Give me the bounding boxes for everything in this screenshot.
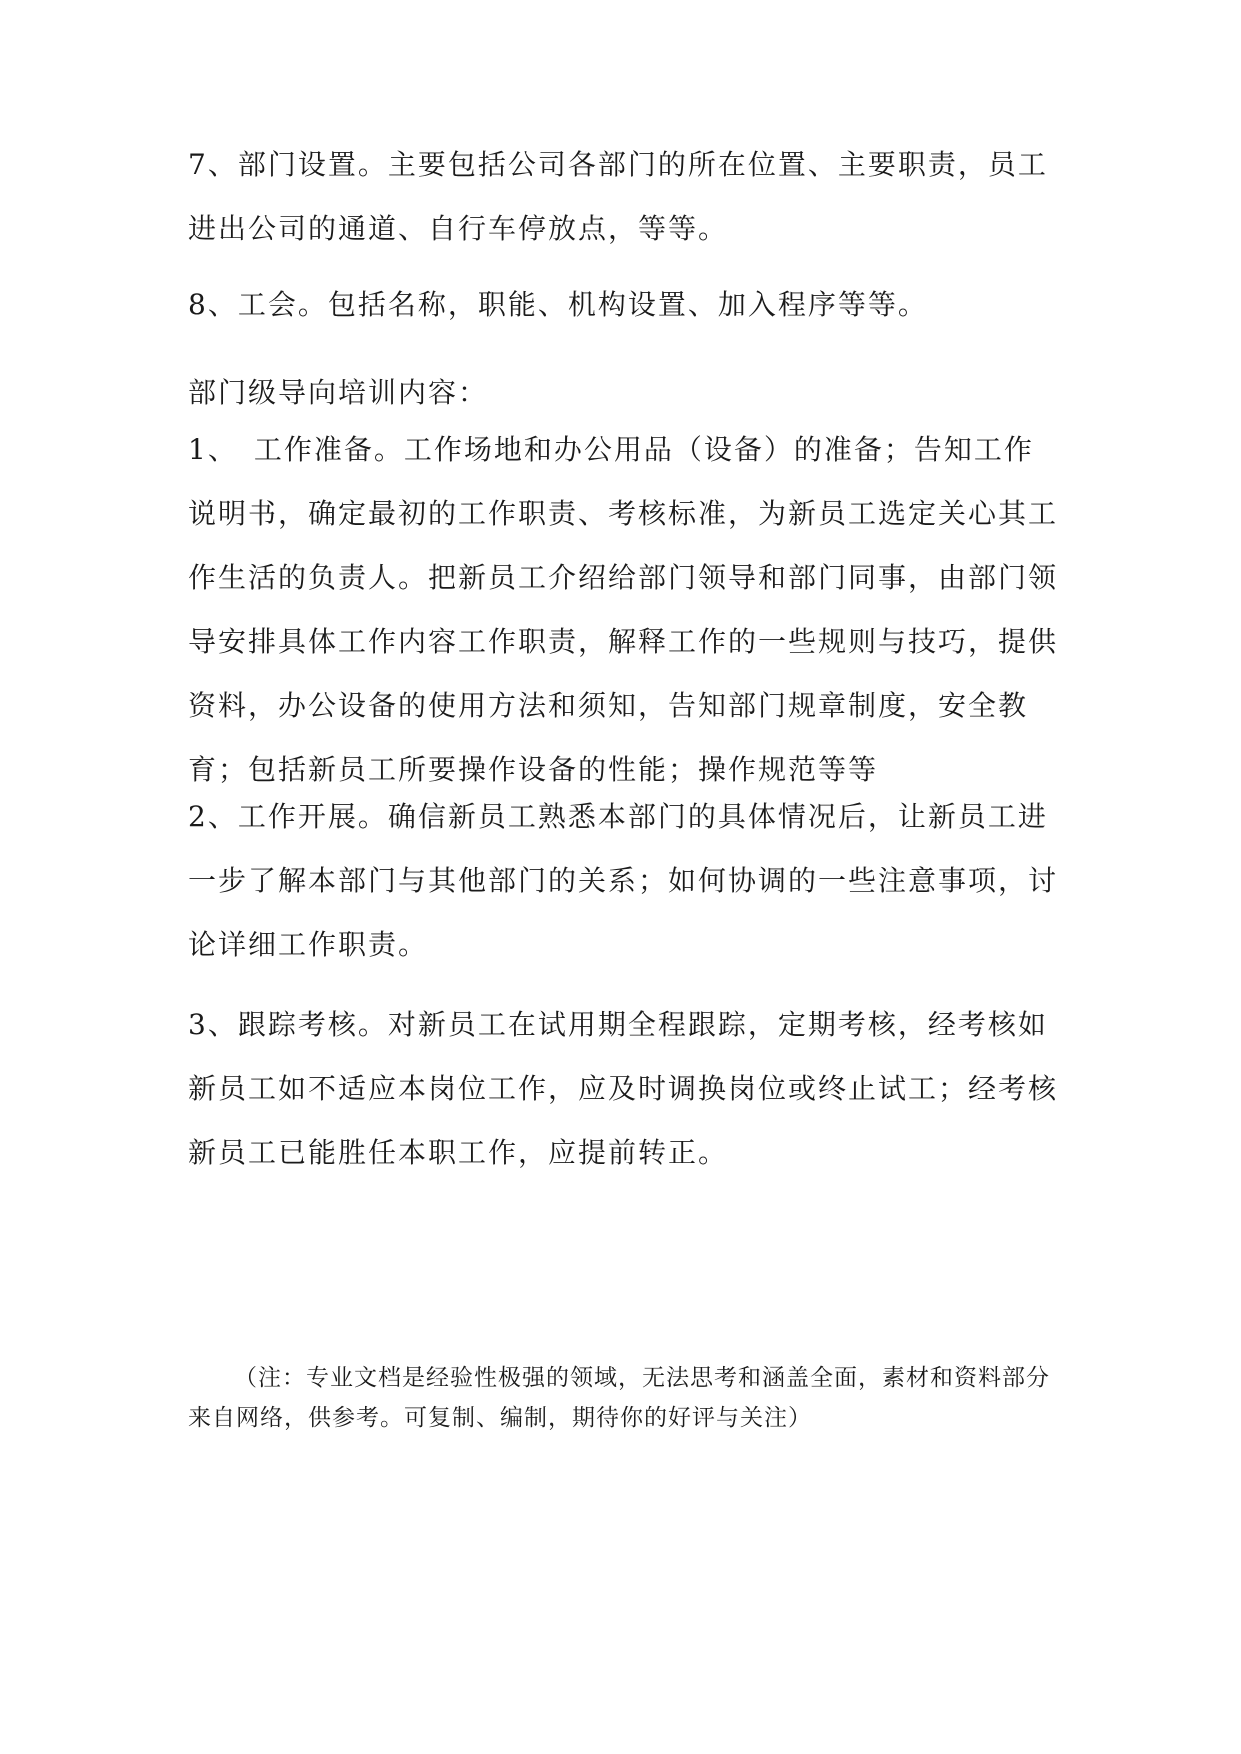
paragraph-work-preparation: 1、 工作准备。工作场地和办公用品（设备）的准备；告知工作说明书，确定最初的工作职责、考核标准，为新员工选定关心其工作生活的负责人。把新员工介绍给部门领导和部门同事，由部门领导安排具体工作内容工作职责，解释工作的一些规则与技巧，提供资料，办公设备的使用方法和须知，告知部门规章制度，安全教育；包括新员工所要操作设备的性能；操作规范等等 bbox=[188, 433, 1059, 786]
footnote: （注：专业文档是经验性极强的领域，无法思考和涵盖全面，素材和资料部分来自网络，供参考。可复制、编制，期待你的好评与关注） bbox=[188, 1365, 1050, 1431]
paragraph-tracking-assessment: 3、跟踪考核。对新员工在试用期全程跟踪，定期考核，经考核如新员工如不适应本岗位工作，应及时调换岗位或终止试工；经考核新员工已能胜任本职工作，应提前转正。 bbox=[188, 1008, 1059, 1169]
paragraph-department-setup: 7、部门设置。主要包括公司各部门的所在位置、主要职责，员工进出公司的通道、自行车停放点，等等。 bbox=[188, 148, 1048, 245]
paragraph-labor-union: 8、工会。包括名称，职能、机构设置、加入程序等等。 bbox=[188, 288, 928, 321]
section-heading-department-training: 部门级导向培训内容： bbox=[188, 376, 489, 409]
paragraph-work-commencement: 2、工作开展。确信新员工熟悉本部门的具体情况后，让新员工进一步了解本部门与其他部门的关系；如何协调的一些注意事项，讨论详细工作职责。 bbox=[188, 800, 1059, 961]
